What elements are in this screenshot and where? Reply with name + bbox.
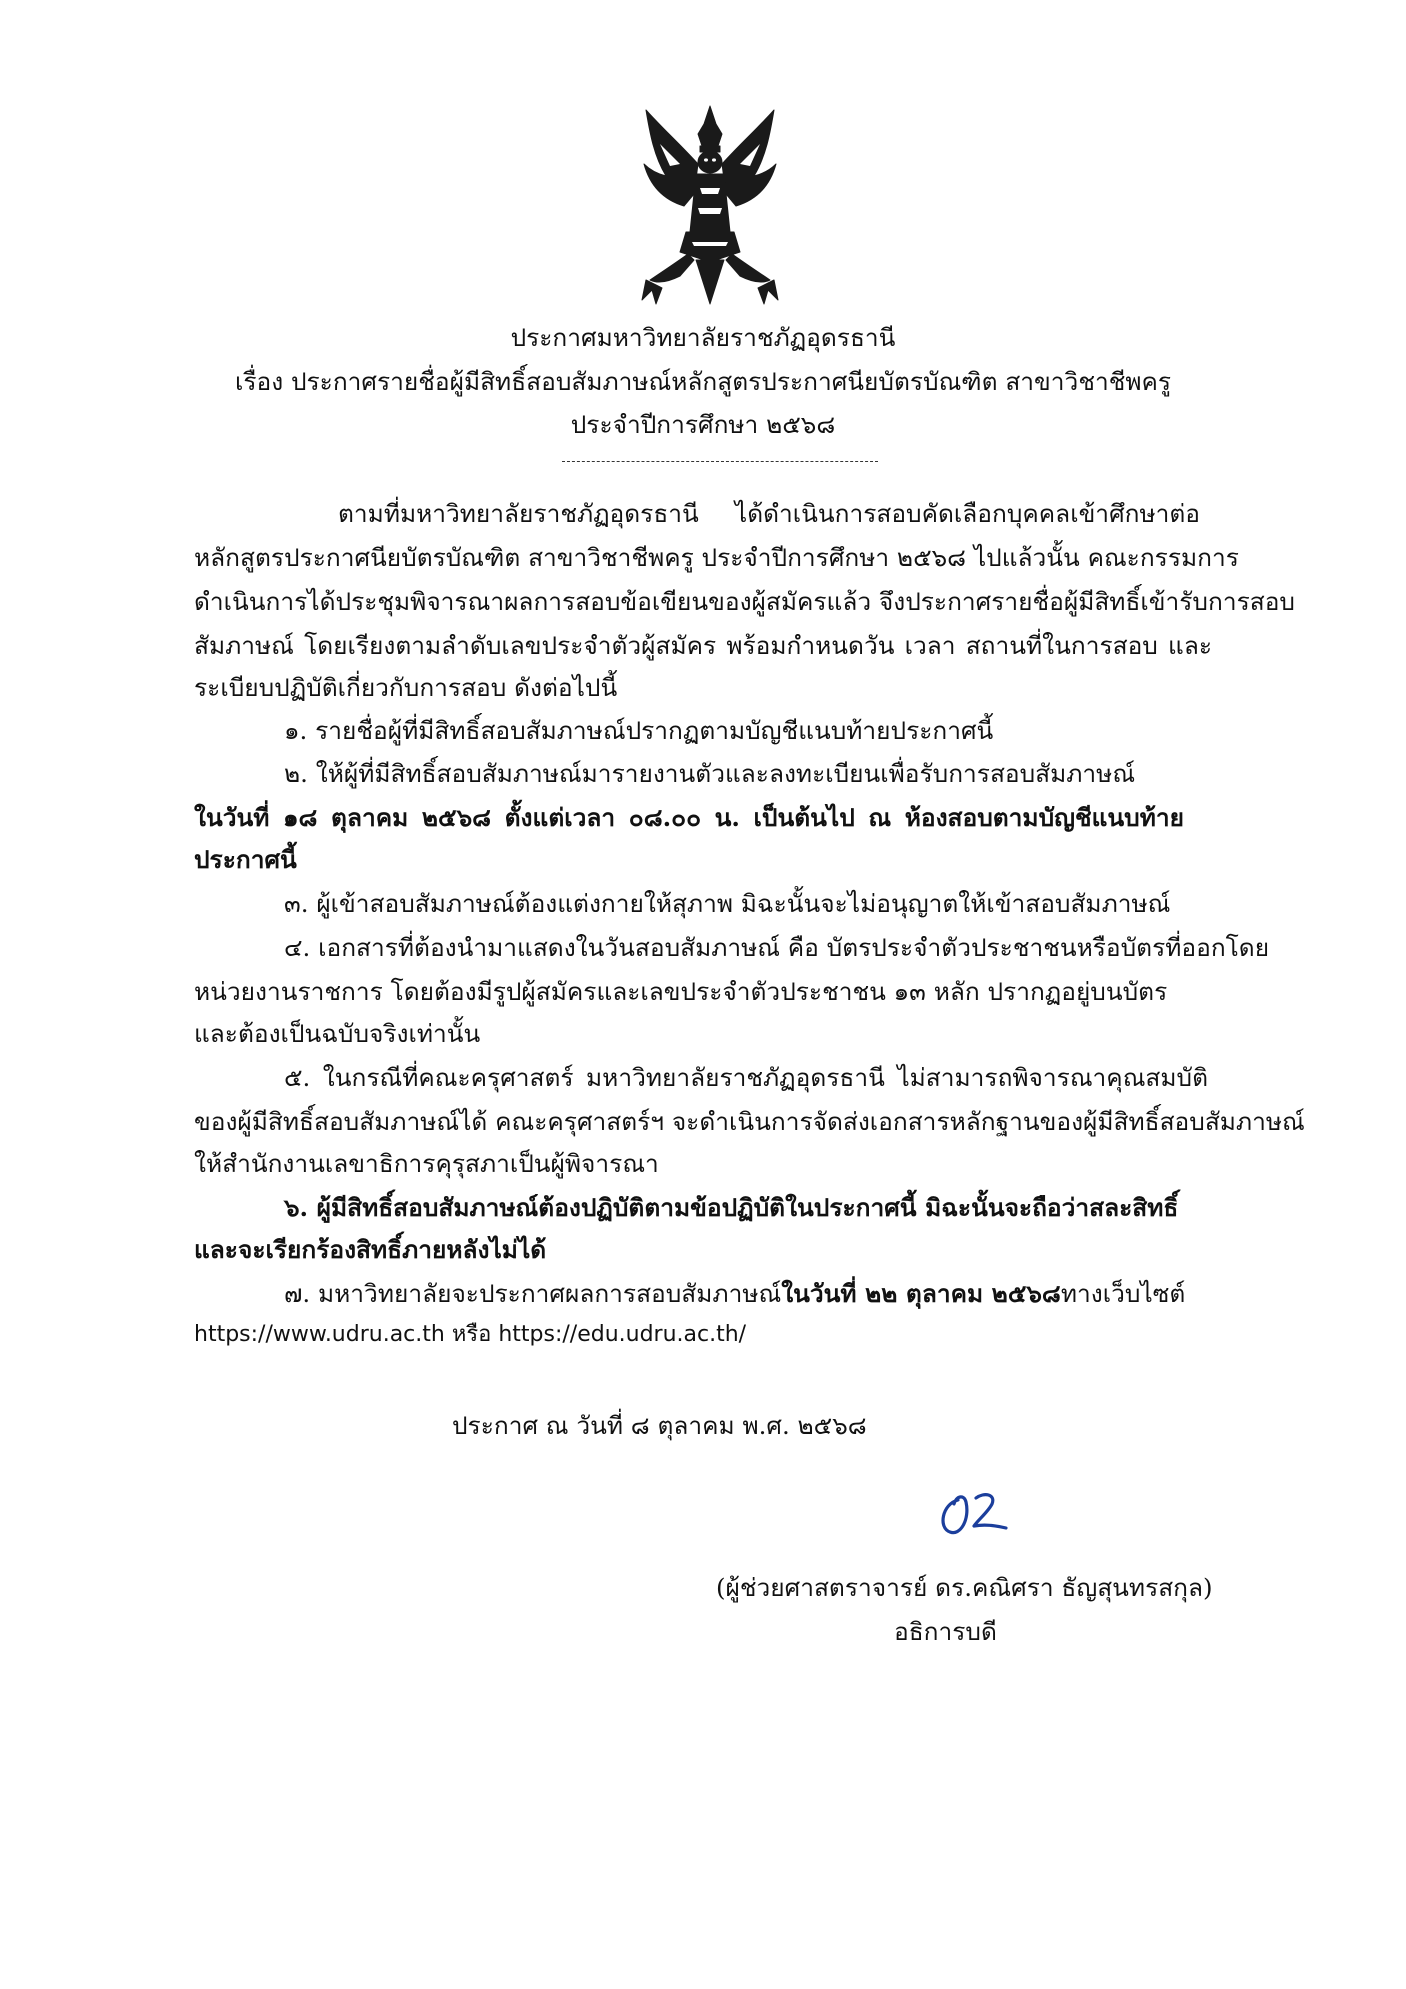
item-7-prefix: ๗. มหาวิทยาลัยจะประกาศผลการสอบสัมภาษณ์ <box>284 1279 782 1308</box>
item-3: ๓. ผู้เข้าสอบสัมภาษณ์ต้องแต่งกายให้สุภาพ มิฉะนั้นจะไม่อนุญาตให้เข้าสอบสัมภาษณ์ <box>284 889 1171 918</box>
academic-year: ประจำปีการศึกษา ๒๕๖๘ <box>570 410 836 439</box>
item-4-line-2: หน่วยงานราชการ โดยต้องมีรูปผู้สมัครและเลขประจำตัวประชาชน ๑๓ หลัก ปรากฏอยู่บนบัตร <box>194 977 1168 1006</box>
item-6-line-2: และจะเรียกร้องสิทธิ์ภายหลังไม่ได้ <box>194 1235 547 1264</box>
item-4-line-1: ๔. เอกสารที่ต้องนำมาแสดงในวันสอบสัมภาษณ์ คือ บัตรประจำตัวประชาชนหรือบัตรที่ออกโดย <box>284 933 1270 962</box>
item-5-line-2: ของผู้มีสิทธิ์สอบสัมภาษณ์ได้ คณะครุศาสตร์ฯ จะดำเนินการจัดส่งเอกสารหลักฐานของผู้มีสิทธิ์สอบสัมภาษณ์ <box>194 1107 1305 1136</box>
signer-position: อธิการบดี <box>894 1617 997 1646</box>
item-5-line-1: ๕. ในกรณีที่คณะครุศาสตร์ มหาวิทยาลัยราชภัฏอุดรธานี ไม่สามารถพิจารณาคุณสมบัติ <box>284 1063 1208 1092</box>
intro-line-5: ระเบียบปฏิบัติเกี่ยวกับการสอบ ดังต่อไปนี้ <box>194 673 618 702</box>
header-divider <box>562 461 878 462</box>
item-7-suffix: ทางเว็บไซต์ <box>1060 1279 1186 1308</box>
intro-line-4: สัมภาษณ์ โดยเรียงตามลำดับเลขประจำตัวผู้สมัคร พร้อมกำหนดวัน เวลา สถานที่ในการสอบ และ <box>194 631 1212 660</box>
signature <box>936 1486 1016 1540</box>
item-2-line-3: ประกาศนี้ <box>194 845 297 874</box>
item-7-date: ในวันที่ ๒๒ ตุลาคม ๒๕๖๘ <box>781 1279 1061 1308</box>
announcement-date: ประกาศ ณ วันที่ ๘ ตุลาคม พ.ศ. ๒๕๖๘ <box>452 1411 867 1440</box>
intro-line-1: ตามที่มหาวิทยาลัยราชภัฏอุดรธานี ได้ดำเนินการสอบคัดเลือกบุคคลเข้าศึกษาต่อ <box>338 499 1200 528</box>
intro-line-3: ดำเนินการได้ประชุมพิจารณาผลการสอบข้อเขียนของผู้สมัครแล้ว จึงประกาศรายชื่อผู้มีสิทธิ์เข้ารับการสอบ <box>194 587 1295 616</box>
item-2-line-1: ๒. ให้ผู้ที่มีสิทธิ์สอบสัมภาษณ์มารายงานตัวและลงทะเบียนเพื่อรับการสอบสัมภาษณ์ <box>284 759 1136 788</box>
item-1: ๑. รายชื่อผู้ที่มีสิทธิ์สอบสัมภาษณ์ปรากฏตามบัญชีแนบท้ายประกาศนี้ <box>284 716 994 745</box>
item-5-line-3: ให้สำนักงานเลขาธิการคุรุสภาเป็นผู้พิจารณา <box>194 1149 659 1178</box>
item-7-line-1 <box>284 1274 1184 1313</box>
item-4-line-3: และต้องเป็นฉบับจริงเท่านั้น <box>194 1019 481 1048</box>
intro-line-2: หลักสูตรประกาศนียบัตรบัณฑิต สาขาวิชาชีพครู ประจำปีการศึกษา ๒๕๖๘ ไปแล้วนั้น คณะกรรมการ <box>194 543 1239 572</box>
issuer-title: ประกาศมหาวิทยาลัยราชภัฏอุดรธานี <box>510 323 896 352</box>
garuda-emblem <box>640 104 780 314</box>
announcement-subject: เรื่อง ประกาศรายชื่อผู้มีสิทธิ์สอบสัมภาษณ์หลักสูตรประกาศนียบัตรบัณฑิต สาขาวิชาชีพครู <box>234 367 1172 396</box>
item-7-links: https://www.udru.ac.th หรือ https://edu.udru.ac.th/ <box>194 1322 747 1347</box>
item-6-line-1: ๖. ผู้มีสิทธิ์สอบสัมภาษณ์ต้องปฏิบัติตามข้อปฏิบัติในประกาศนี้ มิฉะนั้นจะถือว่าสละสิทธิ์ <box>284 1193 1179 1222</box>
item-2-line-2: ในวันที่ ๑๘ ตุลาคม ๒๕๖๘ ตั้งแต่เวลา ๐๘.๐๐ น. เป็นต้นไป ณ ห้องสอบตามบัญชีแนบท้าย <box>194 803 1184 832</box>
signer-name: (ผู้ช่วยศาสตราจารย์ ดร.คณิศรา ธัญสุนทรสกุล) <box>716 1573 1213 1602</box>
